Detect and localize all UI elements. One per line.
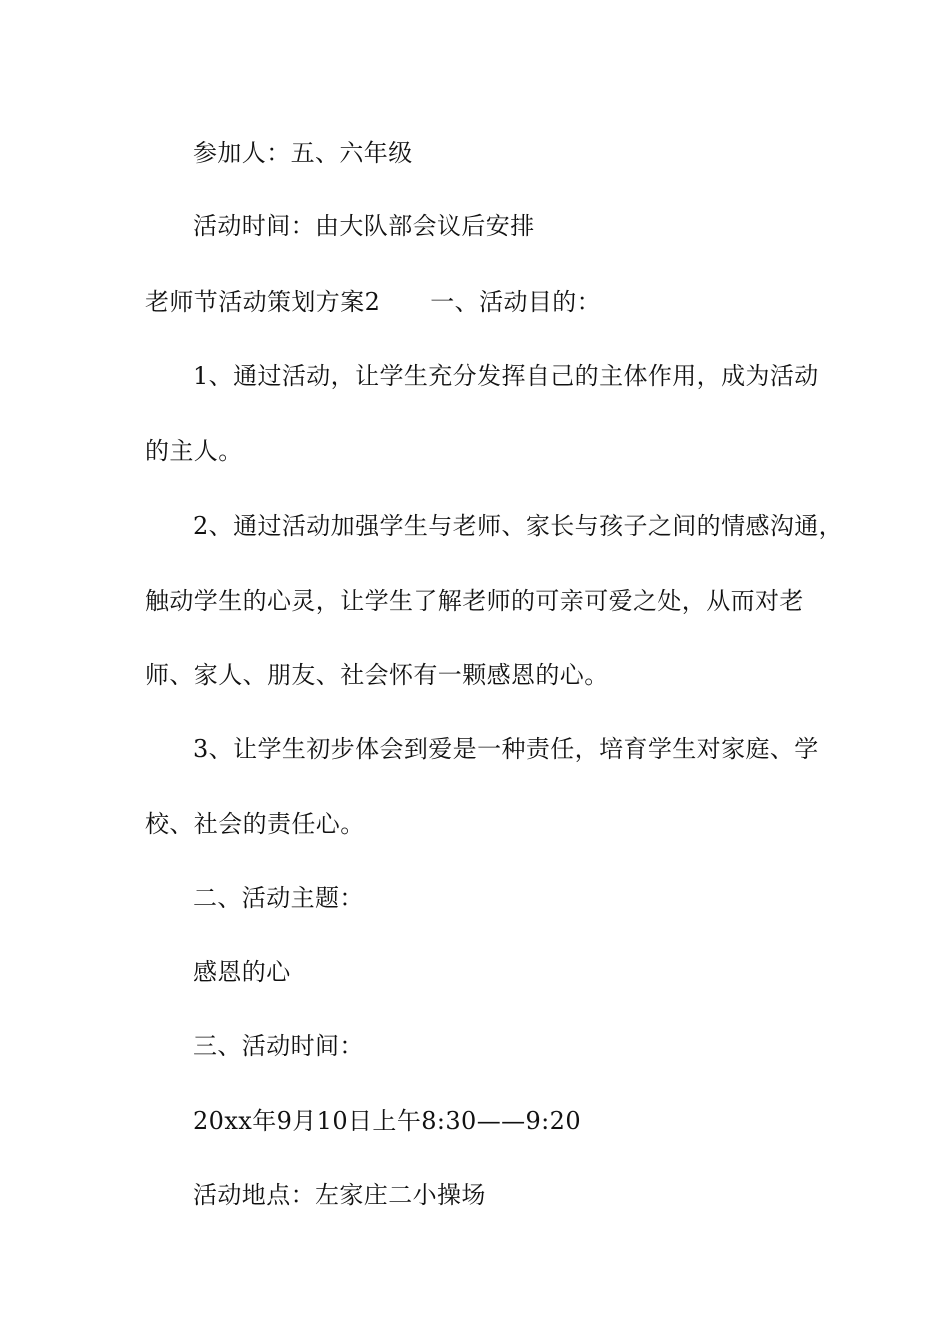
plan-title: 老师节活动策划方案2 [145, 288, 381, 316]
location-line: 活动地点：左家庄二小操场 [193, 1181, 486, 1209]
paragraph-line: 3、让学生初步体会到爱是一种责任，培育学生对家庭、学 [193, 735, 819, 763]
paragraph-line: 师、家人、朋友、社会怀有一颗感恩的心。 [145, 661, 609, 689]
section-heading-time: 三、活动时间： [193, 1032, 364, 1060]
paragraph-line: 校、社会的责任心。 [145, 810, 365, 838]
section-heading-theme: 二、活动主题： [193, 884, 364, 912]
theme-text: 感恩的心 [193, 958, 291, 986]
section-heading-purpose: 一、活动目的： [430, 288, 602, 316]
activity-time-line: 活动时间：由大队部会议后安排 [193, 212, 535, 240]
paragraph-line: 的主人。 [145, 437, 243, 465]
paragraph-line: 2、通过活动加强学生与老师、家长与孩子之间的情感沟通， [193, 512, 844, 540]
paragraph-line: 触动学生的心灵，让学生了解老师的可亲可爱之处，从而对老 [145, 587, 804, 615]
paragraph-line: 1、通过活动，让学生充分发挥自己的主体作用，成为活动 [193, 362, 819, 390]
participants-line: 参加人：五、六年级 [193, 139, 413, 167]
plan-title-line [145, 286, 835, 318]
date-time-line: 20xx年9月10日上午8:30——9:20 [193, 1107, 582, 1135]
